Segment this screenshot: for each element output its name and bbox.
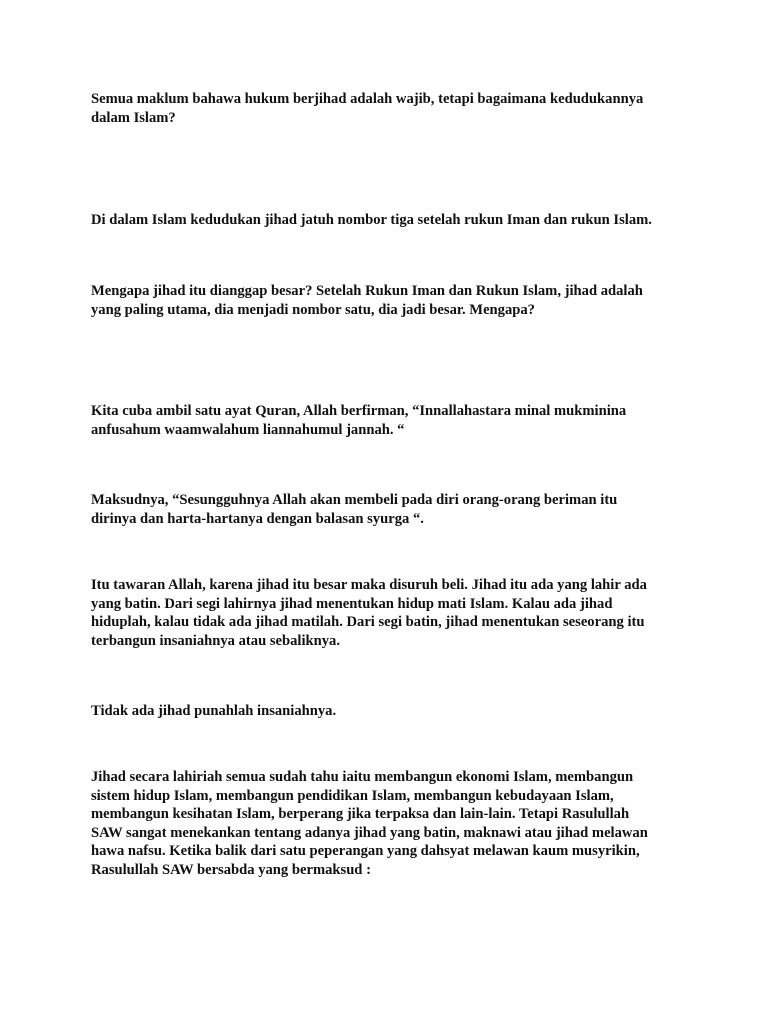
paragraph-line: Itu tawaran Allah, karena jihad itu besar maka disuruh beli. Jihad itu ada yang lahir ada xyxy=(91,577,647,593)
paragraph-1 xyxy=(91,90,691,127)
paragraph-7 xyxy=(91,702,691,721)
paragraph-line: yang batin. Dari segi lahirnya jihad menentukan hidup mati Islam. Kalau ada jihad xyxy=(91,595,613,612)
paragraph-6 xyxy=(91,576,691,650)
paragraph-line: Maksudnya, “Sesungguhnya Allah akan membeli pada diri orang-orang beriman itu xyxy=(91,492,618,508)
paragraph-line: hawa nafsu. Ketika balik dari satu peperangan yang dahsyat melawan kaum musyrikin, xyxy=(91,843,640,859)
paragraph-line: anfusahum waamwalahum liannahumul jannah. “ xyxy=(91,421,405,438)
paragraph-line: membangun kesihatan Islam, berperang jika terpaksa dan lain-lain. Tetapi Rasulullah xyxy=(91,806,630,822)
paragraph-line: dalam Islam? xyxy=(91,109,176,126)
paragraph-line: Mengapa jihad itu dianggap besar? Setelah Rukun Iman dan Rukun Islam, jihad adalah xyxy=(91,283,643,299)
paragraph-line: dirinya dan harta-hartanya dengan balasan syurga “. xyxy=(91,510,424,527)
paragraph-4 xyxy=(91,402,691,439)
paragraph-line: sistem hidup Islam, membangun pendidikan Islam, membangun kebudayaan Islam, xyxy=(91,787,614,804)
paragraph-line: Jihad secara lahiriah semua sudah tahu iaitu membangun ekonomi Islam, membangun xyxy=(91,769,634,785)
paragraph-line: Kita cuba ambil satu ayat Quran, Allah berfirman, “Innallahastara minal mukminina xyxy=(91,403,627,419)
paragraph-line: Rasulullah SAW bersabda yang bermaksud : xyxy=(91,861,371,878)
paragraph-line: SAW sangat menekankan tentang adanya jihad yang batin, maknawi atau jihad melawan xyxy=(91,824,648,841)
paragraph-line: terbangun insaniahnya atau sebaliknya. xyxy=(91,632,340,649)
paragraph-line: Di dalam Islam kedudukan jihad jatuh nombor tiga setelah rukun Iman dan rukun Islam. xyxy=(91,212,652,228)
paragraph-line: Tidak ada jihad punahlah insaniahnya. xyxy=(91,703,337,719)
paragraph-5 xyxy=(91,491,691,528)
paragraph-line: yang paling utama, dia menjadi nombor satu, dia jadi besar. Mengapa? xyxy=(91,301,535,318)
paragraph-8 xyxy=(91,768,691,879)
paragraph-line: hiduplah, kalau tidak ada jihad matilah. Dari segi batin, jihad menentukan seseorang itu xyxy=(91,614,645,630)
paragraph-3 xyxy=(91,282,691,319)
paragraph-2 xyxy=(91,211,691,230)
paragraph-line: Semua maklum bahawa hukum berjihad adalah wajib, tetapi bagaimana kedudukannya xyxy=(91,91,644,107)
